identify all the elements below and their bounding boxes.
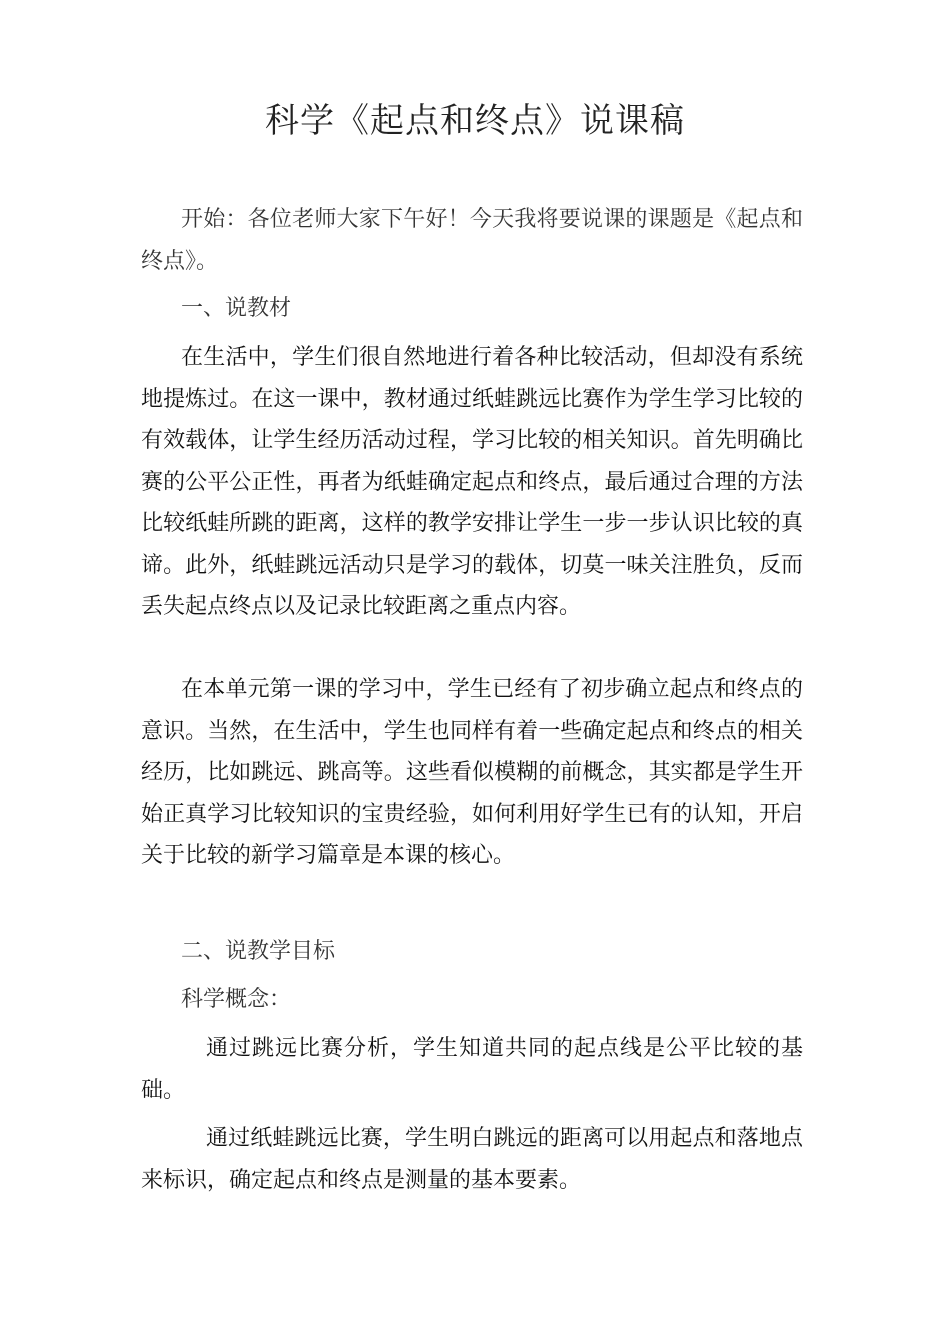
paragraph-textbook-1: 在生活中，学生们很自然地进行着各种比较活动，但却没有系统地提炼过。在这一课中，教材通过纸蛙跳远比赛作为学生学习比较的有效载体，让学生经历活动过程，学习比较的相关知识。首先明确比赛的公平公正性，再者为纸蛙确定起点和终点，最后通过合理的方法比较纸蛙所跳的距离，这样的教学安排让学生一步一步认识比较的真谛。此外，纸蛙跳远活动只是学习的载体，切莫一味关注胜负，反而丢失起点终点以及记录比较距离之重点内容。 <box>141 345 803 619</box>
paragraph-textbook-2: 在本单元第一课的学习中，学生已经有了初步确立起点和终点的意识。当然，在生活中，学生也同样有着一些确定起点和终点的相关经历，比如跳远、跳高等。这些看似模糊的前概念，其实都是学生开始正真学习比较知识的宝贵经验，如何利用好学生已有的认知，开启关于比较的新学习篇章是本课的核心。 <box>141 677 803 868</box>
concept-paragraph-1: 通过跳远比赛分析，学生知道共同的起点线是公平比较的基础。 <box>141 1036 803 1103</box>
intro-paragraph: 开始：各位老师大家下午好！今天我将要说课的课题是《起点和终点》。 <box>141 207 803 274</box>
section-heading-goals: 二、说教学目标 <box>181 939 336 964</box>
concept-label: 科学概念： <box>181 987 292 1012</box>
section-heading-textbook: 一、说教材 <box>181 296 292 321</box>
concept-paragraph-2: 通过纸蛙跳远比赛，学生明白跳远的距离可以用起点和落地点来标识，确定起点和终点是测量的基本要素。 <box>141 1126 803 1193</box>
document-title: 科学《起点和终点》说课稿 <box>265 101 685 141</box>
